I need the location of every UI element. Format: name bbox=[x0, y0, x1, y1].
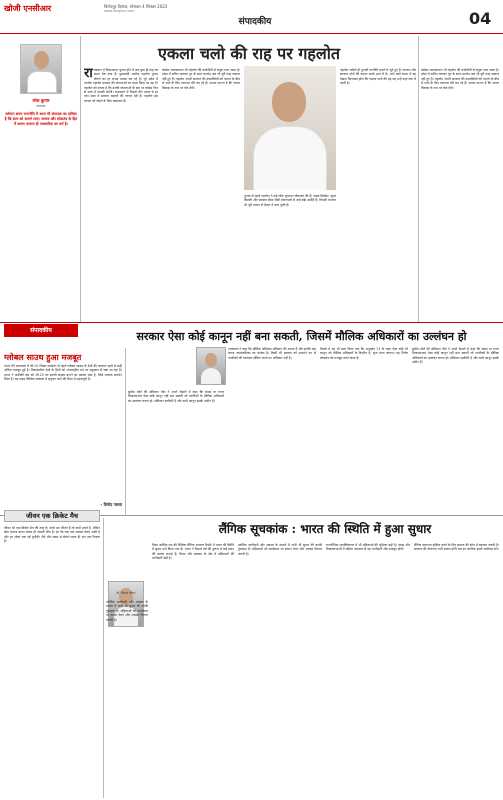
box-text: जीवन भी एक क्रिकेट मैच की तरह है। कभी हम जीतते हैं तो कभी हारते हैं, लेकिन खेल भावना बनाए रखना ही असली जीत है। हर गेंद एक नया अवसर लेकर आती है और हर ओवर एक नई चुनौती। धैर्य और संयम से खेलने वाला ही अंत तक टिकता है। bbox=[4, 526, 100, 544]
column-1-author: - विनोद नरुला bbox=[100, 502, 122, 507]
article-2-col-1: सुप्रीम कोर्ट की संविधान पीठ ने अपने फैसले में कहा कि संसद या राज्य विधानसभाएं ऐसा कोई कानून नहीं बना सकतीं जो नागरिकों के मौलिक अधिकारों का उल्लंघन करता हो। संविधान सर्वोपरि है और सभी कानून इसके अधीन हैं। bbox=[128, 390, 224, 403]
article-1-col-1: राजस्थान में विधानसभा चुनाव होने में अब कुछ ही माह का समय शेष बचा है। मुख्यमंत्री अशोक गहलोत चुनाव जीतने का हर संभव प्रयास कर रहे हैं। पूरे प्रदेश में अशोक गहलोत सरकार की योजनाओं का प्रचार किया जा रहा है। गहलोत को लगता है कि उनकी योजनाओं के बल पर कांग्रेस फिर से सत्ता में वापसी करेगी। राजस्थान में पिछले तीन दशक से हर पांच साल में सरकार बदलने की परंपरा रही है। गहलोत इस परंपरा को तोड़ने के लिए प्रयासरत हैं। bbox=[84, 68, 158, 103]
newspaper-logo: खोजी एनसीआर bbox=[4, 3, 52, 13]
page-number: 04 bbox=[469, 9, 492, 28]
editor-sidebar bbox=[4, 38, 78, 323]
article-2-col-4: सुप्रीम कोर्ट की संविधान पीठ ने अपने फैसले में कहा कि संसद या राज्य विधानसभाएं ऐसा कोई कानून नहीं बना सकतीं जो नागरिकों के मौलिक अधिकारों का उल्लंघन करता हो। संविधान सर्वोपरि है और सभी कानून इसके अधीन हैं। bbox=[412, 347, 499, 365]
article-1-headline: एकला चलो की राह पर गहलोत bbox=[158, 44, 340, 63]
photo-caption: डॉ. प्रियंका सौरभ bbox=[116, 591, 136, 595]
article-3-col-4: लैंगिक समानता हासिल करने के लिए समाज की सोच में बदलाव जरूरी है। सरकार की योजनाएं तभी सफल होंगी जब हर नागरिक इसमें भागीदार बने। bbox=[414, 543, 499, 552]
article-1-col-4: गहलोत अकेले ही चुनावी रणनीति बनाने में जुटे हुए हैं। संगठन और सरकार दोनों की कमान उनके हाथ में है। आने वाले समय में यह देखना दिलचस्प होगा कि एकला चलो की यह राह उन्हें कहां तक ले जाती है। bbox=[340, 68, 416, 86]
article-3-col-3: राजनीतिक सशक्तिकरण में भी महिलाओं की भूमिका बढ़ी है। संसद और विधानसभाओं में महिला आरक्षण से यह भागीदारी और मजबूत होगी। bbox=[326, 543, 410, 552]
editor-designation: संपादक bbox=[36, 104, 46, 108]
gehlot-photo bbox=[244, 66, 336, 190]
article-3-col-1: विश्व आर्थिक मंच की वैश्विक लैंगिक अंतराल रिपोर्ट में भारत की स्थिति में सुधार दर्ज किया गया है। भारत ने पिछले वर्ष की तुलना में कई स्थान की छलांग लगाई है। शिक्षा और स्वास्थ्य के क्षेत्र में महिलाओं की भागीदारी बढ़ी है। bbox=[152, 543, 234, 561]
box-title: जीवन एक क्रिकेट मैच bbox=[4, 510, 100, 522]
article-3-col-2: आर्थिक भागीदारी और अवसर के मामले में अभी भी सुधार की काफी गुंजाइश है। महिलाओं को कार्यस्थल पर समान वेतन और अवसर मिलना जरूरी है। bbox=[238, 543, 322, 556]
article-2-headline: सरकार ऐसा कोई कानून नहीं बना सकती, जिसमें मौलिक अधिकारों का उल्लंघन हो bbox=[136, 330, 467, 343]
section-strip: संपादकीय bbox=[4, 324, 78, 337]
column-1-headline: ग्लोबल साउथ हुआ मजबूत bbox=[4, 353, 82, 362]
drop-cap: रा bbox=[84, 68, 93, 81]
editor-photo bbox=[20, 44, 62, 94]
article-2-col-2: न्यायालय ने कहा कि मौलिक अधिकार संविधान की आत्मा हैं और इनकी रक्षा करना न्यायपालिका का कर्तव्य है। किसी भी सरकार को मनमाने ढंग से नागरिकों की स्वतंत्रता सीमित करने का अधिकार नहीं है। bbox=[228, 347, 316, 360]
section-title: संपादकीय bbox=[238, 17, 272, 27]
editor-name: रमेश कुमार bbox=[32, 98, 50, 103]
article-3-headline: लैंगिक सूचकांक : भारत की स्थिति में हुआ सुधार bbox=[218, 522, 432, 536]
article-1-col-5: कांग्रेस आलाकमान भी गहलोत की कार्यशैली से संतुष्ट नजर आता है। प्रदेश में सचिन पायलट गुट के साथ मतभेद अब भी पूरी तरह समाप्त नहीं हुए हैं। गहलोत अपनी सरकार की उपलब्धियों को जनता के बीच ले जाने के लिए लगातार दौरे कर रहे हैं। उनका मानना है कि जनता विकास के नाम पर वोट देगी। bbox=[421, 68, 499, 90]
article-2-col-3: फैसले में यह भी स्पष्ट किया गया कि अनुच्छेद 13 के तहत ऐसा कोई भी कानून जो मौलिक अधिकारों के विपरीत है, शून्य माना जाएगा। यह निर्णय लोकतंत्र को मजबूत करने वाला है। bbox=[320, 347, 408, 360]
article-3-col-0: आर्थिक भागीदारी और अवसर के मामले में अभी भी सुधार की काफी गुंजाइश है। महिलाओं को कार्यस्थल पर समान वेतन और अवसर मिलना जरूरी है। bbox=[106, 600, 148, 622]
editor-quote: वर्तमान समय राजनीति में आज भी संपादक का दायित्व है कि सत्य को सामने लाएं। समाज और लोकतंत्र के हित में कलम चलाना ही पत्रकारिता का धर्म है। bbox=[4, 112, 78, 126]
article-1-col-2: कांग्रेस आलाकमान भी गहलोत की कार्यशैली से संतुष्ट नजर आता है। प्रदेश में सचिन पायलट गुट के साथ मतभेद अब भी पूरी तरह समाप्त नहीं हुए हैं। गहलोत अपनी सरकार की उपलब्धियों को जनता के बीच ले जाने के लिए लगातार दौरे कर रहे हैं। उनका मानना है कि जनता विकास के नाम पर वोट देगी। bbox=[162, 68, 240, 90]
article-2-photo bbox=[196, 347, 226, 385]
website-line: www.khojincr.com bbox=[104, 9, 135, 13]
masthead bbox=[0, 0, 503, 34]
date-line: विनोदपुर दिनांक, सोमवार 4 सितंबर 2023 bbox=[104, 4, 168, 9]
column-1-text: भारत की अध्यक्षता में जी-20 शिखर सम्मेलन से पहले ग्लोबल साउथ के देशों की आवाज पहले से कहीं अधिक मजबूत हुई है। विकासशील देशों के हितों को अंतरराष्ट्रीय मंच पर प्रमुखता से रखा जा रहा है। भारत ने अफ्रीकी संघ को जी-20 का स्थायी सदस्य बनाने का प्रस्ताव रखा है, जिसे व्यापक समर्थन मिला है। यह कदम वैश्विक व्यवस्था में संतुलन लाने की दिशा में महत्वपूर्ण है। bbox=[4, 364, 122, 382]
article-1-col-3: चुनाव से पहले गहलोत ने कई लोक लुभावन घोषणाएं की हैं। सस्ता सिलेंडर, मुफ्त बिजली और स्वास्थ्य बीमा जैसी योजनाओं से उन्हें बड़ी उम्मीदें हैं। विपक्षी भाजपा भी पूरी ताकत से मैदान में उतर चुकी है। bbox=[244, 194, 336, 207]
